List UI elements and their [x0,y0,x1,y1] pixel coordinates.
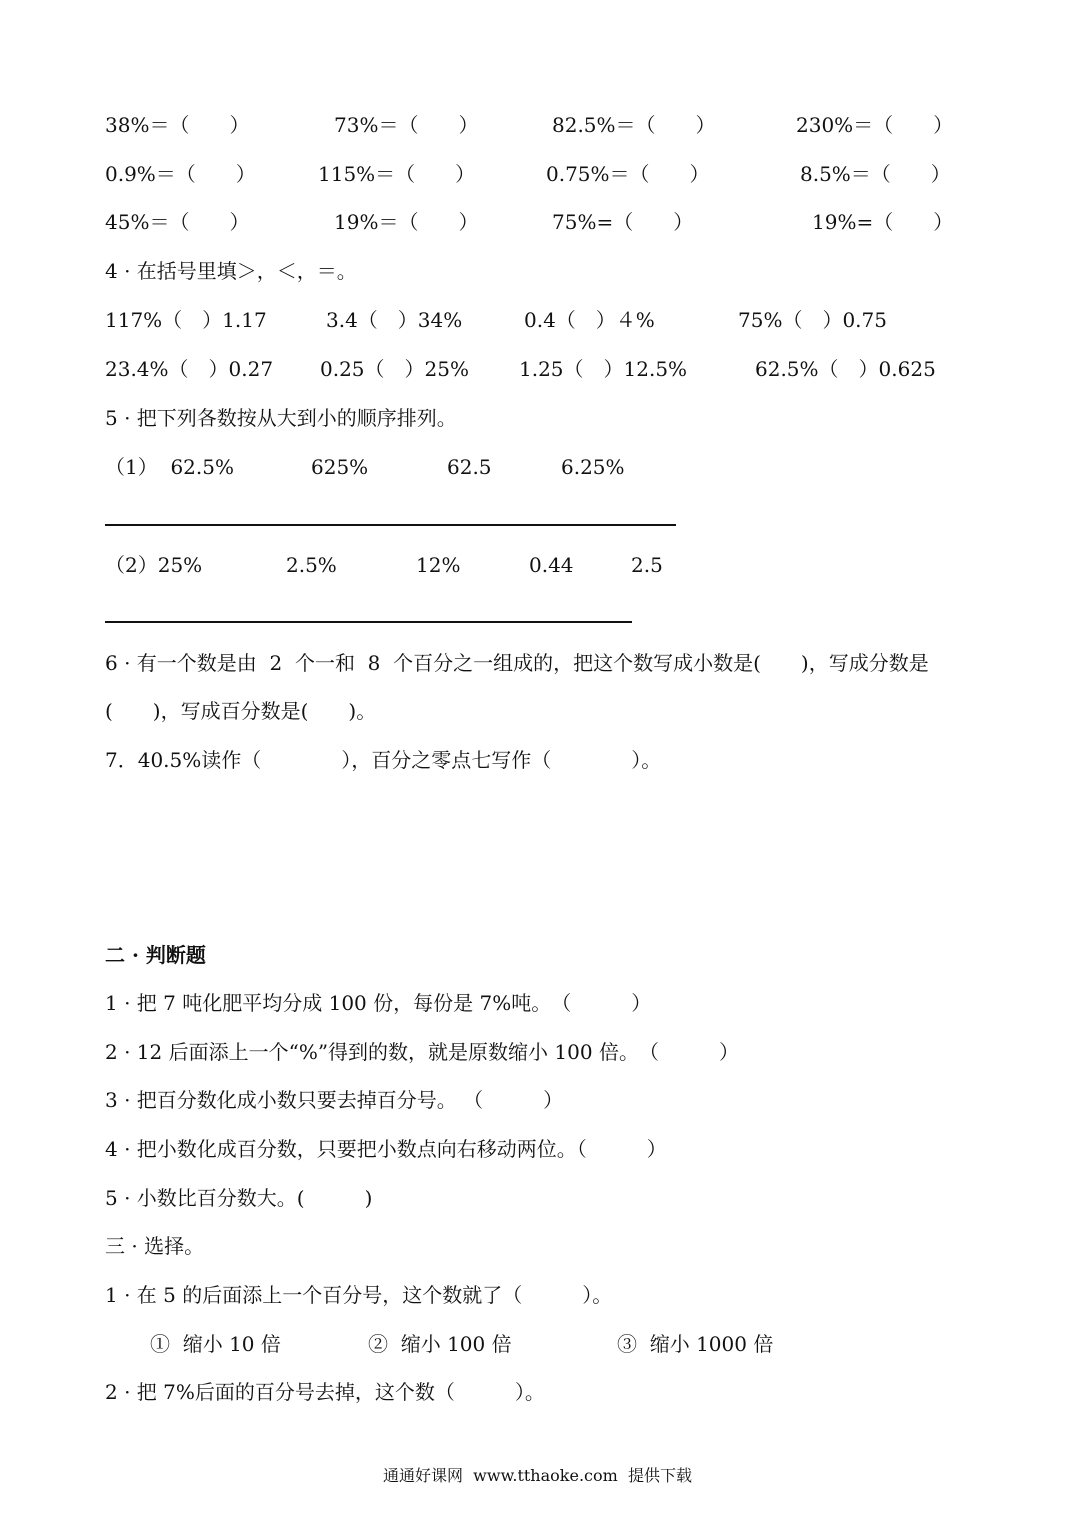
footer-source: 通通好课网 www.tthaoke.com 提供下载 [383,1466,692,1485]
choice-option: ② 缩小 100 倍 [368,1332,512,1356]
section3-title: 三 · 选择。 [105,1234,205,1258]
q5-group2-item: 2.5 [631,553,663,577]
q5-group1-item: （1） 62.5% [105,455,234,479]
q5-group1-item: 62.5 [447,455,492,479]
q5-group2-item: （2）25% [105,553,203,577]
compare-cell: 0.25（ ）25% [320,357,469,381]
compare-cell: 0.4（ ）４% [524,308,655,332]
judge-item: 4 · 把小数化成百分数，只要把小数点向右移动两位。（ ） [105,1137,667,1161]
q5-group1-item: 625% [311,455,369,479]
q5-group2-item: 2.5% [286,553,337,577]
choice-option: ③ 缩小 1000 倍 [617,1332,774,1356]
convert-cell: 82.5%＝（ ） [552,113,716,137]
q5-title: 5 · 把下列各数按从大到小的顺序排列。 [105,406,457,430]
convert-cell: 8.5%＝（ ） [800,162,951,186]
convert-cell: 45%＝（ ） [105,210,250,234]
section2-title: 二 · 判断题 [105,943,206,967]
q6-line2: ( )，写成百分数是( )。 [105,699,377,723]
convert-cell: 19%＝（ ） [334,210,479,234]
q5-group2-item: 12% [416,553,461,577]
judge-item: 1 · 把 7 吨化肥平均分成 100 份，每份是 7%吨。 （ ） [105,991,652,1015]
judge-item: 2 · 12 后面添上一个“%”得到的数，就是原数缩小 100 倍。 （ ） [105,1040,739,1064]
convert-cell: 19%=（ ） [812,210,954,234]
compare-cell: 75%（ ）0.75 [738,308,887,332]
compare-cell: 117%（ ）1.17 [105,308,267,332]
convert-cell: 73%＝（ ） [334,113,479,137]
compare-cell: 62.5%（ ）0.625 [755,357,936,381]
q7: 7．40.5%读作（ ），百分之零点七写作（ ）。 [105,748,662,772]
q5-group1-item: 6.25% [561,455,625,479]
choice-q1: 1 · 在 5 的后面添上一个百分号，这个数就了（ ）。 [105,1283,613,1307]
compare-cell: 1.25（ ）12.5% [519,357,688,381]
q6-line1: 6 · 有一个数是由 2 个一和 8 个百分之一组成的，把这个数写成小数是( )，写成分数是 [105,651,929,675]
q5-group2-item: 0.44 [529,553,574,577]
judge-item: 3 · 把百分数化成小数只要去掉百分号。 （ ） [105,1088,564,1112]
choice-option: ① 缩小 10 倍 [150,1332,281,1356]
convert-cell: 115%＝（ ） [318,162,476,186]
choice-q2: 2 · 把 7%后面的百分号去掉，这个数（ ）。 [105,1380,545,1404]
answer-line [105,524,676,526]
q4-title: 4 · 在括号里填＞，＜，＝。 [105,259,357,283]
convert-cell: 0.9%＝（ ） [105,162,256,186]
compare-cell: 23.4%（ ）0.27 [105,357,274,381]
convert-cell: 38%＝（ ） [105,113,250,137]
convert-cell: 0.75%＝（ ） [546,162,710,186]
answer-line [105,621,632,623]
convert-cell: 230%＝（ ） [796,113,954,137]
convert-cell: 75%=（ ） [552,210,694,234]
compare-cell: 3.4（ ）34% [326,308,463,332]
judge-item: 5 · 小数比百分数大。( ) [105,1186,373,1210]
